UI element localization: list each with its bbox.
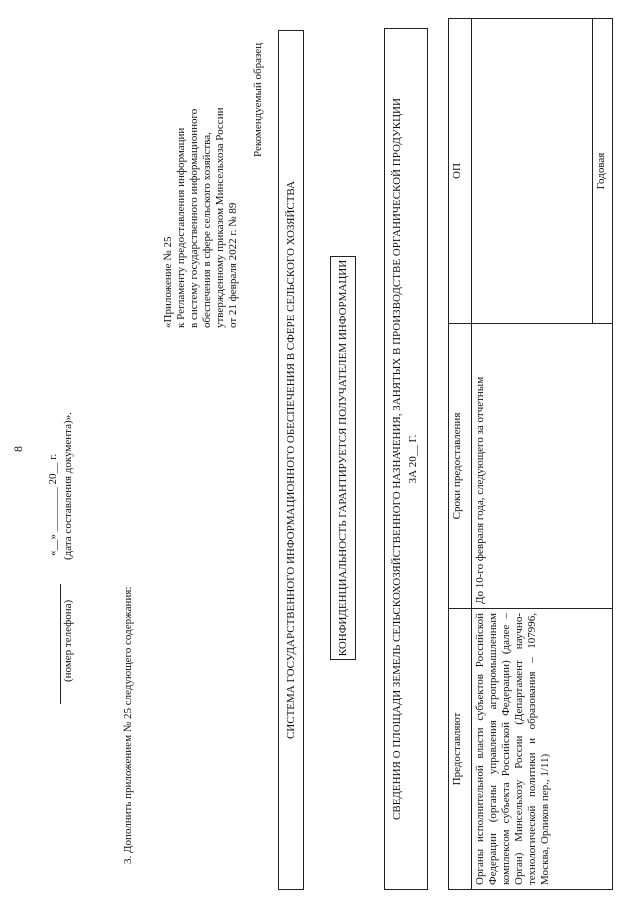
recommended-label: Рекомендуемый образец <box>252 42 264 157</box>
op-cell <box>472 19 613 324</box>
header-providers: Предоставляют <box>449 609 472 890</box>
appendix-line: обеспечения в сфере сельского хозяйства, <box>201 132 213 328</box>
table-header-row <box>449 19 472 890</box>
info-title-line2: ЗА 20__ Г. <box>407 434 419 484</box>
date-line: «__» ________ 20__ г. <box>47 453 59 556</box>
periodicity-value: Годовая <box>595 152 607 190</box>
header-op: ОП <box>449 19 472 324</box>
date-caption: (дата составления документа)». <box>62 412 74 560</box>
phone-signature-line <box>60 584 61 704</box>
appendix-block <box>162 28 240 328</box>
reporting-table <box>448 18 613 890</box>
op-divider <box>592 19 593 323</box>
appendix-line: к Регламенту предоставления информации <box>175 127 187 328</box>
system-title: СИСТЕМА ГОСУДАРСТВЕННОГО ИНФОРМАЦИОННОГО ОБЕСПЕЧЕНИЯ В СФЕРЕ СЕЛЬСКОГО ХОЗЯЙСТВА <box>285 180 297 740</box>
info-title-line1: СВЕДЕНИЯ О ПЛОЩАДИ ЗЕМЕЛЬ СЕЛЬСКОХОЗЯЙСТВЕННОГО НАЗНАЧЕНИЯ, ЗАНЯТЫХ В ПРОИЗВОДСТВЕ ОРГАНИЧЕСКОЙ ПРОДУКЦИИ <box>391 98 403 820</box>
info-title-box <box>384 28 428 890</box>
confidentiality-text: КОНФИДЕНЦИАЛЬНОСТЬ ГАРАНТИРУЕТСЯ ПОЛУЧАТЕЛЕМ ИНФОРМАЦИИ <box>337 259 349 657</box>
confidentiality-box <box>330 256 356 660</box>
system-title-box <box>278 30 304 890</box>
appendix-line: «Приложение № 25 <box>162 236 174 328</box>
header-deadline: Сроки предоставления <box>449 324 472 609</box>
item-3-text: 3. Дополнить приложением № 25 следующего содержания: <box>122 586 134 864</box>
page-number: 8 <box>11 446 25 452</box>
appendix-line: утвержденному приказом Минсельхоза России <box>214 107 226 328</box>
appendix-line: от 21 февраля 2022 г. № 89 <box>227 202 239 328</box>
table-row <box>472 19 613 890</box>
deadline-cell: До 10-го февраля года, следующего за отчетным <box>472 324 613 609</box>
phone-caption: (номер телефона) <box>62 599 74 682</box>
appendix-line: в систему государственного информационного <box>188 108 200 328</box>
providers-cell: Органы исполнительной власти субъектов Российской Федерации (органы управления агропромышленным комплексом субъекта Российской Федерации) (далее – Орган) Минсельхозу России (Департамент научно-технологической политики и образования – 107996, Москва, Орликов пер., 1/11) <box>472 609 613 890</box>
